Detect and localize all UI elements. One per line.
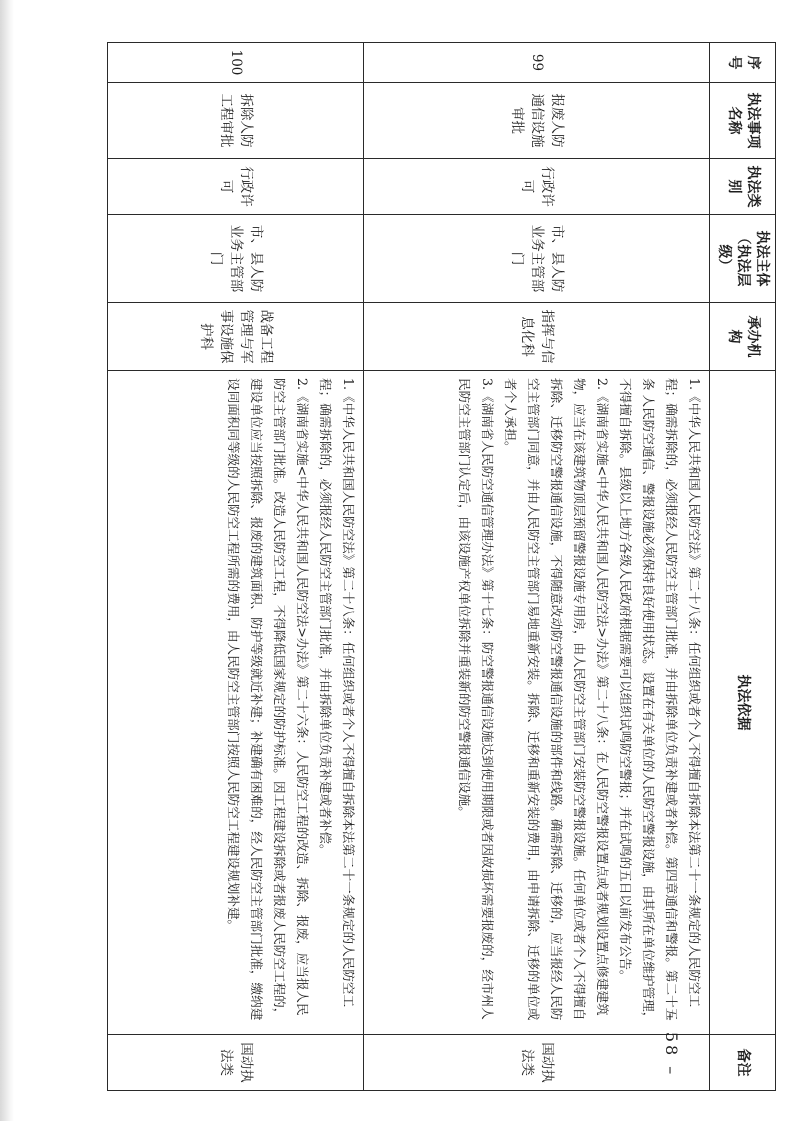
table-row bbox=[108, 43, 364, 1091]
table-row bbox=[364, 43, 710, 1091]
row-item: 拆除人防工程审批 bbox=[108, 83, 364, 159]
basis-paragraph: 2.《湖南省实施<中华人民共和国人民防空法>办法》第二十八条：在人民防空警报设置点或者规划设置点修建建筑物，应当在该建筑物顶层预留警报设施专用房，由人民防空主管部门安装防空警报设施。任何单位或者个人不得擅自拆除、迁移防空警报通信设施，不得随意改动防空警报通信设施的部件和线路。确需拆除、迁移的，应当报经人民防空主管部门同意，并由人民防空主管部门易地重新安装。拆除、迁移和重新安装的费用，由申请拆除、迁移的单位或者个人承担。 bbox=[503, 378, 611, 1021]
rotated-table-wrapper bbox=[118, 42, 776, 1090]
row-basis bbox=[108, 371, 364, 1035]
row-subject: 市、县人防业务主管部门 bbox=[108, 215, 364, 303]
basis-paragraph: 1.《中华人民共和国人民防空法》第二十八条：任何组织或者个人不得擅自拆除本法第二十一条规定的人民防空工程；确需拆除的，必须报经人民防空主管部门批准，并由拆除单位负责补建或者补偿。 bbox=[318, 378, 357, 1008]
header-subject: 执法主体（执法层级） bbox=[710, 215, 776, 303]
header-category: 执法类别 bbox=[710, 159, 776, 215]
row-remarks: 国动执法类 bbox=[364, 1035, 710, 1091]
row-seq: 100 bbox=[108, 43, 364, 83]
header-remarks: 备注 bbox=[710, 1035, 776, 1091]
row-agency: 指挥与信息化科 bbox=[364, 303, 710, 371]
row-remarks: 国动执法类 bbox=[108, 1035, 364, 1091]
header-seq: 序号 bbox=[710, 43, 776, 83]
scan-edge-shadow bbox=[0, 0, 14, 1121]
row-item: 报废人防通信设施审批 bbox=[364, 83, 710, 159]
row-category: 行政许可 bbox=[108, 159, 364, 215]
row-subject: 市、县人防业务主管部门 bbox=[364, 215, 710, 303]
row-seq: 99 bbox=[364, 43, 710, 83]
page-number: – 58 – bbox=[662, 1012, 681, 1078]
row-category: 行政许可 bbox=[364, 159, 710, 215]
row-basis bbox=[364, 371, 710, 1035]
header-row bbox=[710, 43, 776, 1091]
basis-paragraph: 2.《湖南省实施<中华人民共和国人民防空法>办法》第二十六条：人民防空工程的改造、拆除、报废，应当报人民防空主管部门批准。改造人民防空工程，不得降低国家规定的防护标准。因工程建设拆除或者报废人民防空工程的，建设单位应当按照拆除、报废的建筑面积、防护等级就近补建；补建确有困难的，经人民防空主管部门批准，缴纳建设同面积同等级的人民防空工程所需的费用，由人民防空主管部门按照人民防空工程建设规划补建。 bbox=[226, 378, 311, 1021]
header-basis: 执法依据 bbox=[710, 371, 776, 1035]
row-agency: 战备工程管理与军事设施保护科 bbox=[108, 303, 364, 371]
basis-paragraph: 1.《中华人民共和国人民防空法》第二十八条：任何组织或者个人不得擅自拆除本法第二十一条规定的人民防空工程；确需拆除的，必须报经人民防空主管部门批准，并由拆除单位负责补建或者补偿。第四章通信和警报。第二十五条 人民防空通信、警报设施必须保持良好使用状态。设置在有关单位的人民防空警报设施，由其所在单位维护管理，不得擅自拆除。县级以上地方各级人民政府根据需要可以组织试鸣防空警报；并在试鸣的五日以前发布公告。 bbox=[618, 378, 703, 1025]
basis-paragraph: 3.《湖南省人民防空通信管理办法》第十七条：防空警报通信设施达到使用期限或者因故损坏需要报废的，经市州人民防空主管部门认定后，由该设施产权单位拆除并重装新的防空警报通信设施。 bbox=[457, 378, 496, 1020]
enforcement-table bbox=[107, 42, 776, 1091]
header-agency: 承办机构 bbox=[710, 303, 776, 371]
header-item: 执法事项名称 bbox=[710, 83, 776, 159]
